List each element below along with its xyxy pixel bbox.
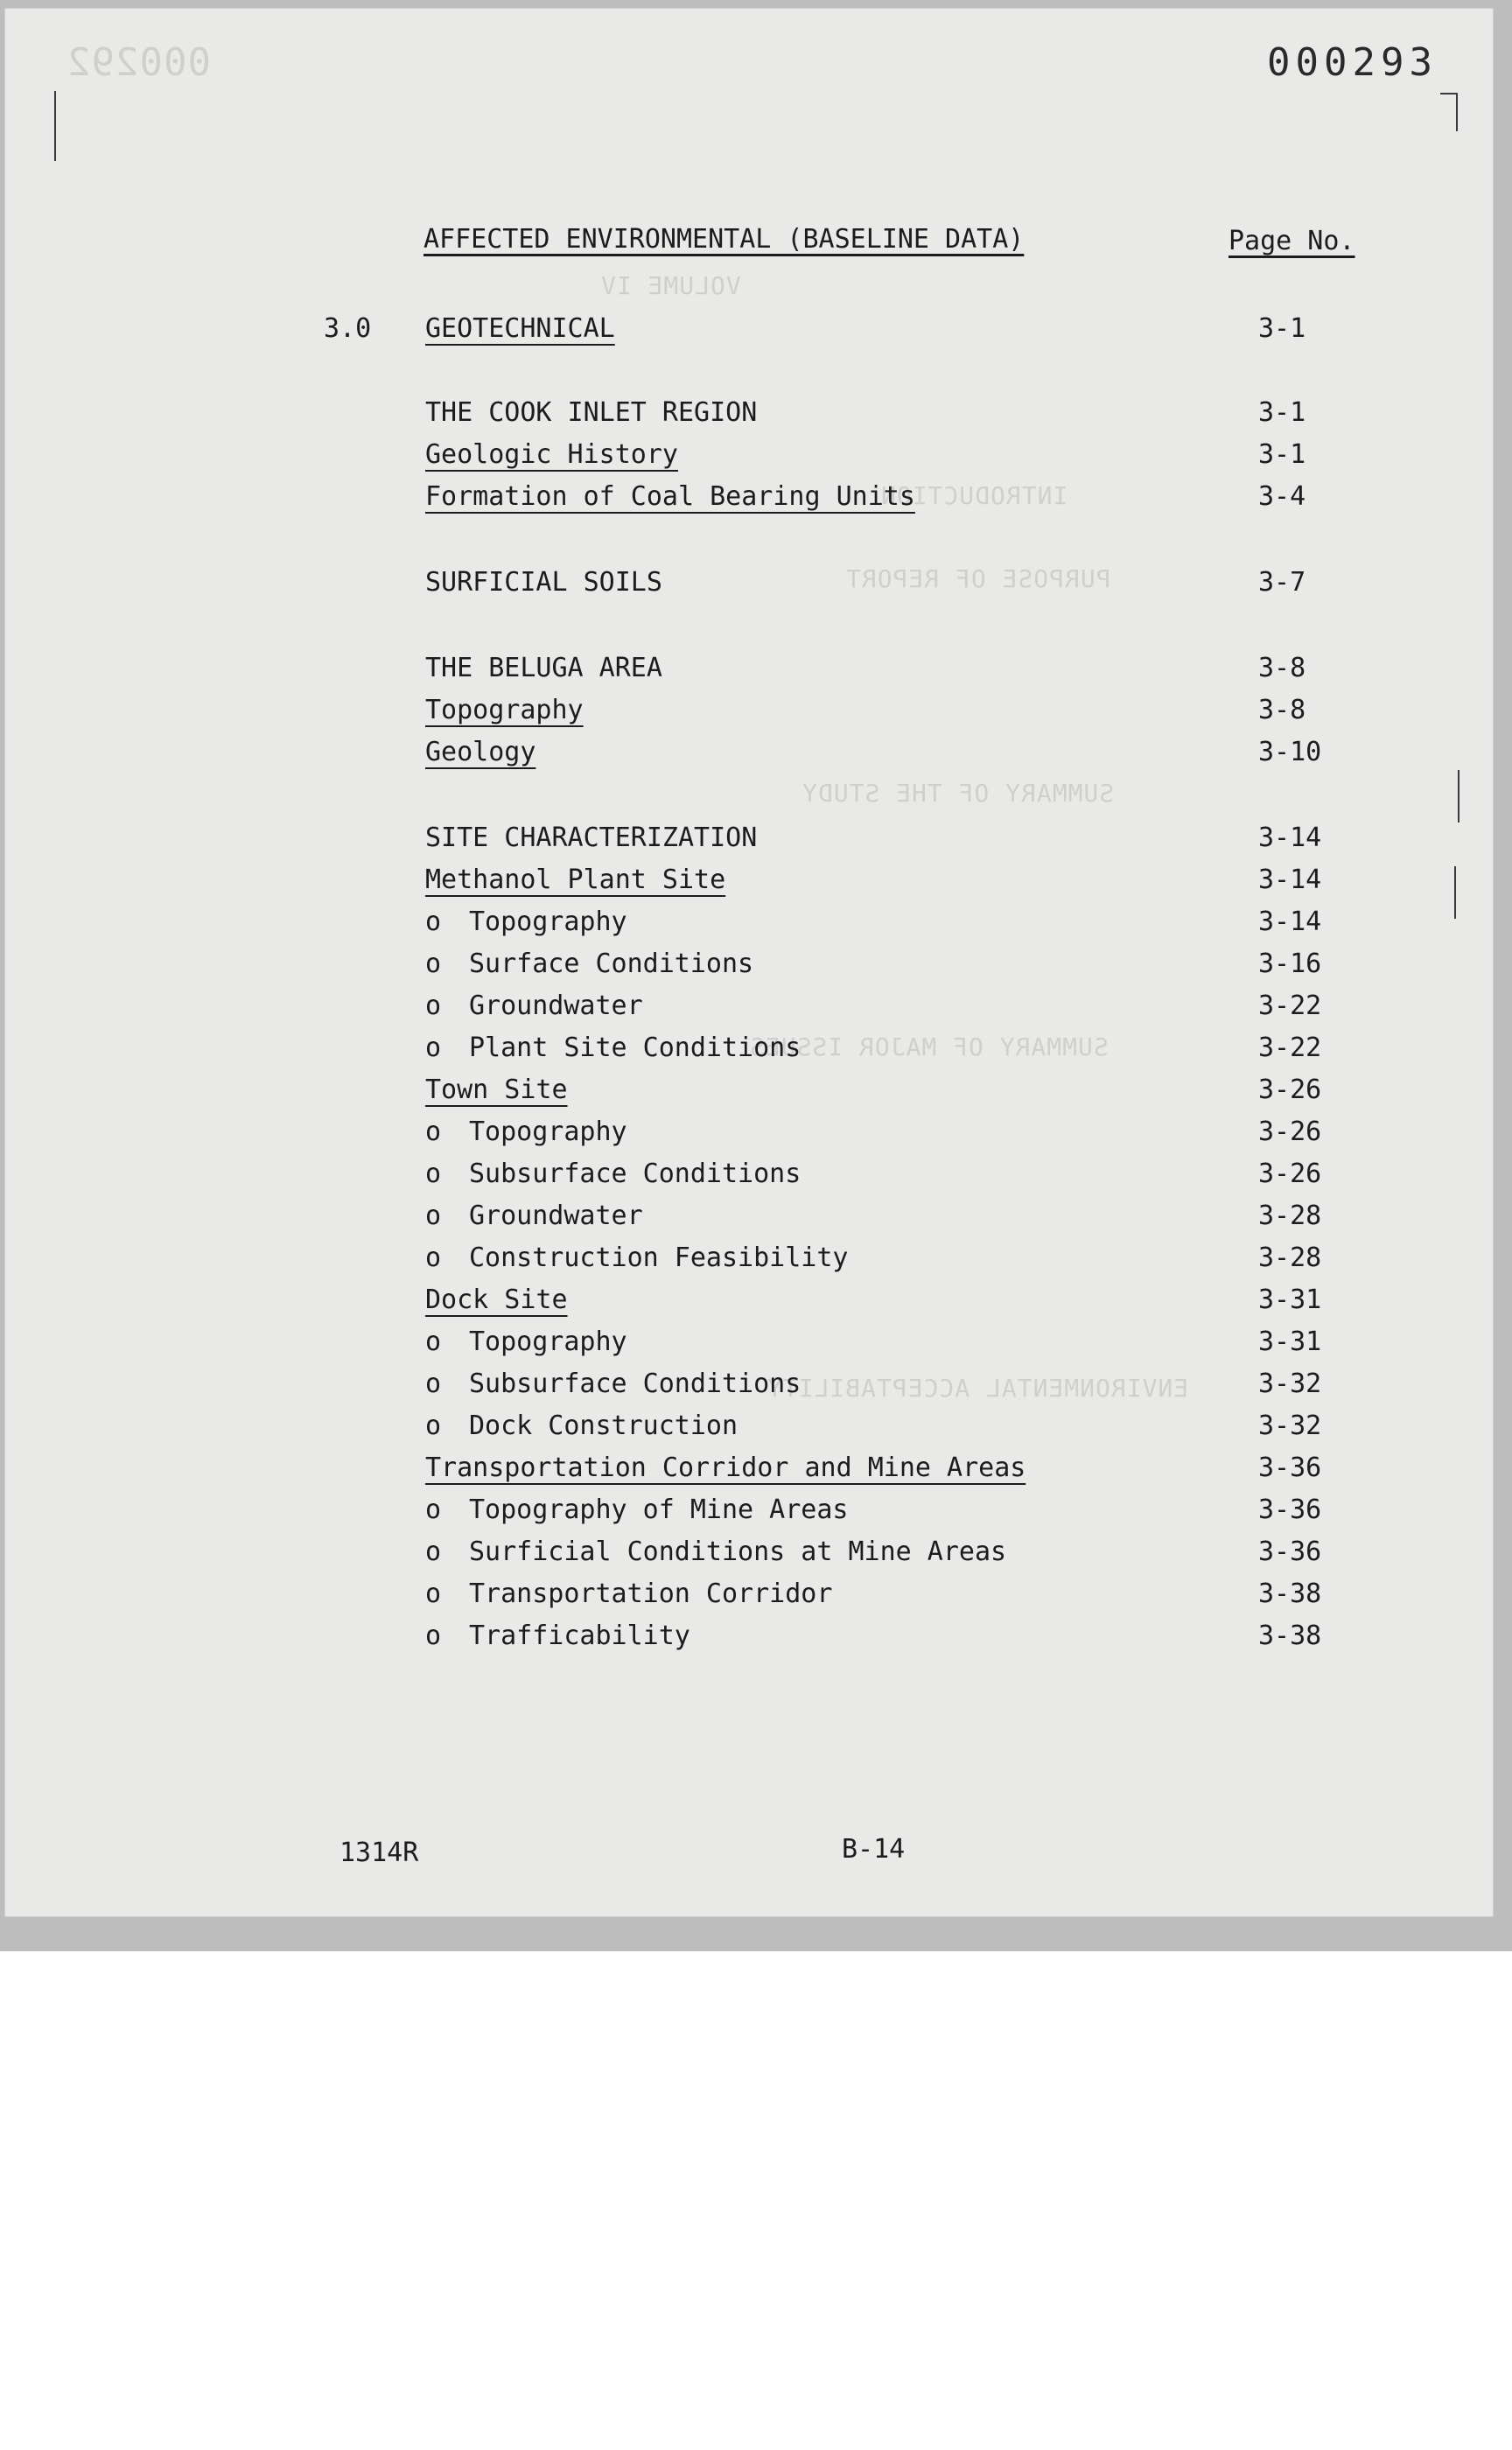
toc-entry-page: 3-16 bbox=[1258, 948, 1322, 979]
toc-row bbox=[5, 822, 1493, 858]
toc-entry-page: 3-36 bbox=[1258, 1536, 1322, 1567]
document-page bbox=[5, 9, 1493, 1916]
toc-entry-title: Topography bbox=[425, 695, 584, 725]
toc-entry-title: Geology bbox=[425, 737, 536, 767]
bullet-marker: o bbox=[425, 1200, 442, 1231]
toc-entry-title: THE BELUGA AREA bbox=[425, 653, 662, 683]
toc-row bbox=[5, 864, 1493, 900]
toc-entry-page: 3-4 bbox=[1258, 481, 1306, 512]
toc-entry-title: SITE CHARACTERIZATION bbox=[425, 822, 758, 853]
toc-row bbox=[5, 1116, 1493, 1152]
toc-row bbox=[5, 737, 1493, 772]
toc-entry-page: 3-26 bbox=[1258, 1158, 1322, 1189]
toc-entry-title: Topography bbox=[469, 1116, 627, 1147]
toc-entry-page: 3-36 bbox=[1258, 1452, 1322, 1483]
toc-row bbox=[5, 1242, 1493, 1278]
toc-entry-title: Subsurface Conditions bbox=[469, 1368, 802, 1399]
toc-entry-page: 3-36 bbox=[1258, 1494, 1322, 1525]
toc-row bbox=[5, 695, 1493, 730]
toc-row bbox=[5, 567, 1493, 602]
section-number: 3.0 bbox=[324, 313, 372, 344]
toc-entry-title: Geologic History bbox=[425, 439, 678, 470]
toc-row bbox=[5, 1284, 1493, 1320]
toc-row bbox=[5, 1536, 1493, 1572]
toc-entry-page: 3-22 bbox=[1258, 990, 1322, 1021]
toc-entry-title: Transportation Corridor bbox=[469, 1578, 833, 1609]
bullet-marker: o bbox=[425, 1368, 442, 1399]
toc-entry-title: Plant Site Conditions bbox=[469, 1032, 802, 1063]
toc-entry-page: 3-14 bbox=[1258, 906, 1322, 937]
toc-entry-page: 3-10 bbox=[1258, 737, 1322, 767]
toc-entry-title: Groundwater bbox=[469, 1200, 643, 1231]
toc-entry-page: 3-8 bbox=[1258, 653, 1306, 683]
toc-entry-title: Town Site bbox=[425, 1074, 568, 1105]
table-of-contents bbox=[5, 9, 1493, 1846]
toc-entry-page: 3-38 bbox=[1258, 1620, 1322, 1651]
bullet-marker: o bbox=[425, 1620, 442, 1651]
toc-entry-page: 3-22 bbox=[1258, 1032, 1322, 1063]
toc-row bbox=[5, 1158, 1493, 1194]
toc-row bbox=[5, 1368, 1493, 1404]
toc-row bbox=[5, 1620, 1493, 1656]
bullet-marker: o bbox=[425, 1326, 442, 1357]
toc-entry-title: Dock Site bbox=[425, 1284, 568, 1315]
bleed-through-text: PURPOSE OF REPORT bbox=[845, 564, 1111, 593]
bullet-marker: o bbox=[425, 948, 442, 979]
bleed-through-text: SUMMARY OF MAJOR ISSUES bbox=[749, 1032, 1109, 1061]
toc-row bbox=[5, 948, 1493, 984]
toc-entry-page: 3-26 bbox=[1258, 1074, 1322, 1105]
bullet-marker: o bbox=[425, 1116, 442, 1147]
toc-heading: AFFECTED ENVIRONMENTAL (BASELINE DATA) bbox=[424, 224, 1025, 255]
toc-entry-title: Topography bbox=[469, 1326, 627, 1357]
toc-entry-page: 3-28 bbox=[1258, 1200, 1322, 1231]
toc-entry-page: 3-1 bbox=[1258, 439, 1306, 470]
toc-row bbox=[5, 313, 1493, 348]
toc-entry-title: Subsurface Conditions bbox=[469, 1158, 802, 1189]
toc-entry-page: 3-38 bbox=[1258, 1578, 1322, 1609]
bleed-through-text: SUMMARY OF THE STUDY bbox=[802, 779, 1115, 808]
toc-entry-title: Topography bbox=[469, 906, 627, 937]
bleed-through-text: ENVIRONMENTAL ACCEPTABILITY bbox=[766, 1374, 1189, 1403]
footer-page-number: B-14 bbox=[842, 1834, 906, 1865]
toc-entry-page: 3-32 bbox=[1258, 1410, 1322, 1441]
toc-entry-title: Surface Conditions bbox=[469, 948, 754, 979]
toc-entry-title: Groundwater bbox=[469, 990, 643, 1021]
bullet-marker: o bbox=[425, 1494, 442, 1525]
toc-row bbox=[5, 1326, 1493, 1362]
toc-entry-page: 3-28 bbox=[1258, 1242, 1322, 1273]
toc-entry-title: THE COOK INLET REGION bbox=[425, 397, 758, 428]
toc-row bbox=[5, 653, 1493, 688]
toc-row bbox=[5, 1494, 1493, 1530]
toc-row bbox=[5, 1032, 1493, 1068]
toc-entry-title: Methanol Plant Site bbox=[425, 864, 726, 895]
document-stamp-number: 000293 bbox=[1267, 40, 1438, 85]
toc-entry-title: Surficial Conditions at Mine Areas bbox=[469, 1536, 1007, 1567]
toc-row bbox=[5, 1452, 1493, 1488]
bleed-through-text: VOLUME IV bbox=[600, 271, 741, 300]
toc-entry-page: 3-31 bbox=[1258, 1284, 1322, 1315]
bleed-through-text: INTRODUCTION bbox=[880, 481, 1068, 510]
toc-row bbox=[5, 1074, 1493, 1110]
toc-entry-page: 3-14 bbox=[1258, 864, 1322, 895]
toc-entry-title: GEOTECHNICAL bbox=[425, 313, 615, 344]
toc-entry-page: 3-31 bbox=[1258, 1326, 1322, 1357]
bullet-marker: o bbox=[425, 1578, 442, 1609]
toc-entry-page: 3-26 bbox=[1258, 1116, 1322, 1147]
toc-entry-page: 3-7 bbox=[1258, 567, 1306, 598]
bullet-marker: o bbox=[425, 1158, 442, 1189]
toc-row bbox=[5, 906, 1493, 942]
bullet-marker: o bbox=[425, 1536, 442, 1567]
toc-row bbox=[5, 439, 1493, 474]
page-column-label: Page No. bbox=[1228, 226, 1355, 256]
toc-row bbox=[5, 1578, 1493, 1614]
toc-entry-page: 3-1 bbox=[1258, 313, 1306, 344]
toc-entry-title: Formation of Coal Bearing Units bbox=[425, 481, 915, 512]
toc-row bbox=[5, 1410, 1493, 1446]
toc-entry-page: 3-32 bbox=[1258, 1368, 1322, 1399]
toc-entry-title: Dock Construction bbox=[469, 1410, 738, 1441]
bullet-marker: o bbox=[425, 906, 442, 937]
toc-entry-title: Transportation Corridor and Mine Areas bbox=[425, 1452, 1026, 1483]
toc-entry-page: 3-14 bbox=[1258, 822, 1322, 853]
bullet-marker: o bbox=[425, 1410, 442, 1441]
toc-entry-title: Construction Feasibility bbox=[469, 1242, 849, 1273]
bullet-marker: o bbox=[425, 990, 442, 1021]
toc-row bbox=[5, 1200, 1493, 1236]
toc-entry-page: 3-1 bbox=[1258, 397, 1306, 428]
bullet-marker: o bbox=[425, 1242, 442, 1273]
toc-entry-title: Topography of Mine Areas bbox=[469, 1494, 849, 1525]
toc-entry-page: 3-8 bbox=[1258, 695, 1306, 725]
toc-entry-title: Trafficability bbox=[469, 1620, 690, 1651]
bleed-through-text: 000292 bbox=[66, 40, 211, 85]
footer-document-code: 1314R bbox=[340, 1838, 419, 1868]
bullet-marker: o bbox=[425, 1032, 442, 1063]
toc-entry-title: SURFICIAL SOILS bbox=[425, 567, 662, 598]
toc-row bbox=[5, 397, 1493, 432]
toc-row bbox=[5, 481, 1493, 516]
toc-row bbox=[5, 990, 1493, 1026]
